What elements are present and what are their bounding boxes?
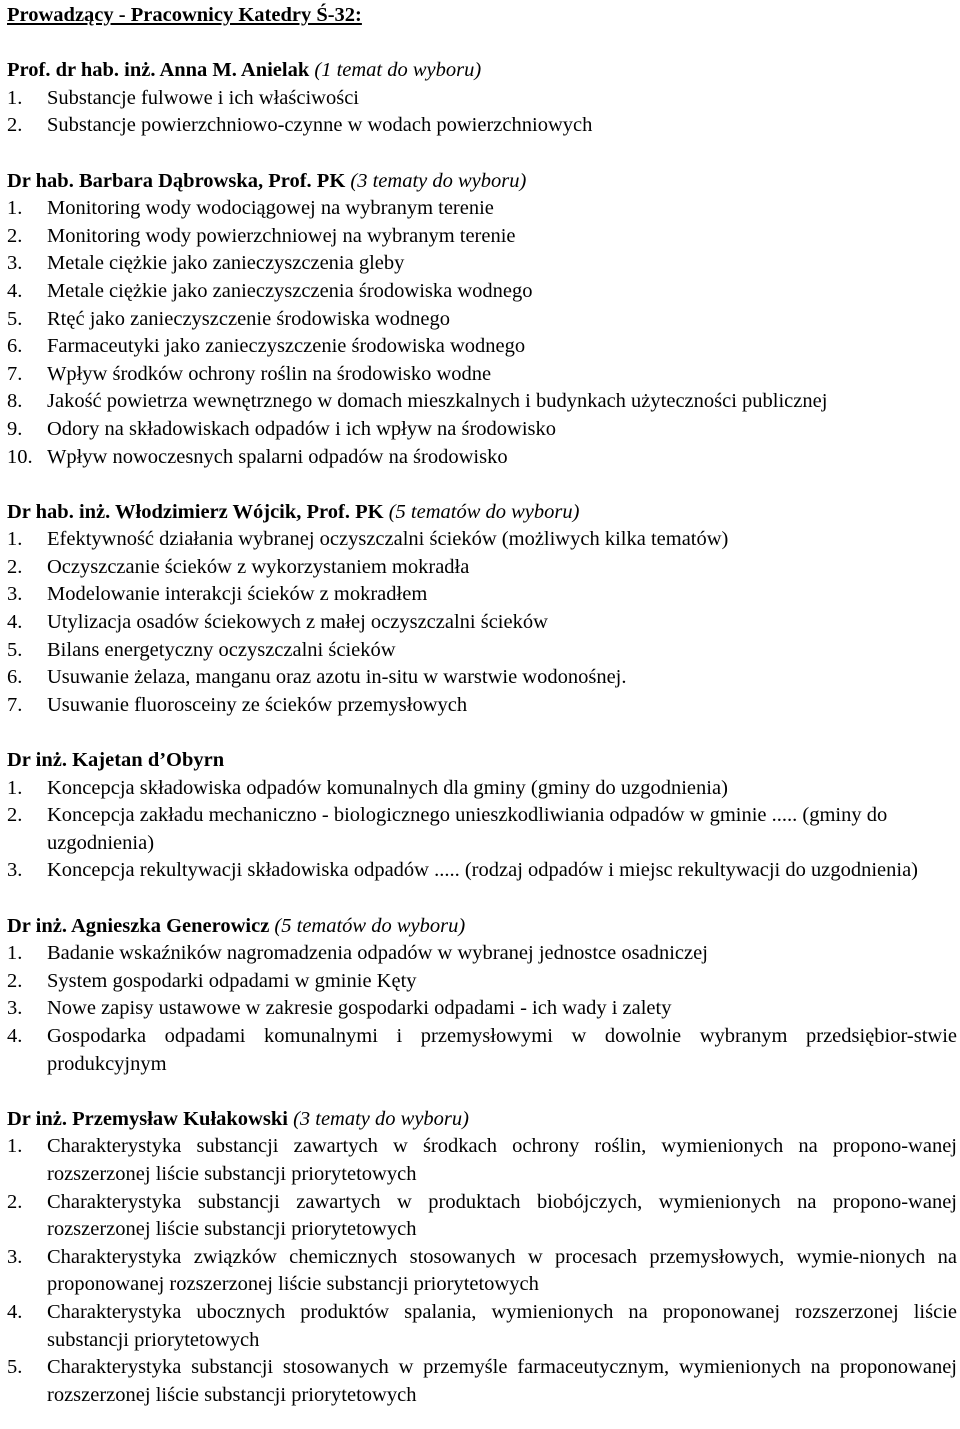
section-title <box>7 499 957 527</box>
item-text: Oczyszczanie ścieków z wykorzystaniem mokradła <box>47 555 470 578</box>
item-text: Gospodarka odpadami komunalnymi i przemysłowymi w dowolnie wybranym przedsiębior-stwie produkcyjnym <box>47 1024 957 1075</box>
item-number: 2. <box>7 114 23 137</box>
item-text: Badanie wskaźników nagromadzenia odpadów w wybranej jednostce osadniczej <box>47 942 708 965</box>
item-text: Monitoring wody wodociągowej na wybranym terenie <box>47 197 494 220</box>
list-item <box>7 306 957 334</box>
item-text: Wpływ nowoczesnych spalarni odpadów na środowisko <box>47 445 508 468</box>
item-text: Utylizacja osadów ściekowych z małej oczyszczalni ścieków <box>47 611 548 634</box>
list-item <box>7 1299 957 1354</box>
list-item <box>7 1133 957 1188</box>
list-item <box>7 250 957 278</box>
supervisor-name: Dr hab. inż. Włodzimierz Wójcik, Prof. PK <box>7 500 384 523</box>
item-text: Nowe zapisy ustawowe w zakresie gospodarki odpadami - ich wady i zalety <box>47 997 672 1020</box>
item-number: 1. <box>7 776 23 799</box>
item-number: 1. <box>7 1135 23 1158</box>
section-dobyrn <box>7 747 957 885</box>
supervisor-name: Dr inż. Agnieszka Generowicz <box>7 914 270 937</box>
section-title <box>7 1106 957 1134</box>
list-item <box>7 664 957 692</box>
item-number: 4. <box>7 1300 23 1323</box>
item-number: 4. <box>7 279 23 302</box>
list-item <box>7 223 957 251</box>
topic-list <box>7 940 957 1078</box>
item-number: 5. <box>7 1356 23 1379</box>
item-number: 8. <box>7 390 23 413</box>
list-item <box>7 940 957 968</box>
topic-list <box>7 195 957 471</box>
item-text: Odory na składowiskach odpadów i ich wpływ na środowisko <box>47 417 557 440</box>
supervisor-name: Dr hab. Barbara Dąbrowska, Prof. PK <box>7 169 346 192</box>
section-title <box>7 913 957 941</box>
supervisor-name: Dr inż. Przemysław Kułakowski <box>7 1107 288 1130</box>
item-number: 4. <box>7 611 23 634</box>
document <box>7 0 957 1409</box>
item-number: 7. <box>7 362 23 385</box>
item-number: 5. <box>7 307 23 330</box>
topic-count-note: (5 tematów do wyboru) <box>269 914 466 937</box>
section-kulakowski <box>7 1106 957 1410</box>
list-item <box>7 802 957 857</box>
list-item <box>7 1354 957 1409</box>
item-number: 3. <box>7 252 23 275</box>
section-title <box>7 747 957 775</box>
item-number: 1. <box>7 942 23 965</box>
item-number: 1. <box>7 197 23 220</box>
section-anielak <box>7 57 957 140</box>
item-number: 2. <box>7 1190 23 1213</box>
list-item <box>7 637 957 665</box>
list-item <box>7 995 957 1023</box>
list-item <box>7 361 957 389</box>
list-item <box>7 444 957 472</box>
topic-list <box>7 526 957 719</box>
item-text: Jakość powietrza wewnętrznego w domach mieszkalnych i budynkach użyteczności publicznej <box>47 390 828 413</box>
list-item <box>7 85 957 113</box>
section-wojcik <box>7 499 957 720</box>
list-item <box>7 775 957 803</box>
topic-count-note: (1 temat do wyboru) <box>309 59 482 82</box>
supervisor-name: Dr inż. Kajetan d’Obyrn <box>7 749 225 772</box>
supervisor-name: Prof. dr hab. inż. Anna M. Anielak <box>7 59 310 82</box>
item-number: 2. <box>7 555 23 578</box>
item-text: Charakterystyka substancji zawartych w środkach ochrony roślin, wymienionych na propono-wanej rozszerzonej liście substancji priorytetowych <box>47 1135 957 1185</box>
item-text: Koncepcja zakładu mechaniczno - biologicznego unieszkodliwiania odpadów w gminie ..... (gminy do uzgodnienia) <box>47 804 888 854</box>
topic-list <box>7 85 957 140</box>
topic-list <box>7 775 957 885</box>
item-text: Koncepcja rekultywacji składowiska odpadów ..... (rodzaj odpadów i miejsc rekultywacji do uzgodnienia) <box>47 859 918 882</box>
item-text: Rtęć jako zanieczyszczenie środowiska wodnego <box>47 307 451 330</box>
section-title <box>7 168 957 196</box>
list-item <box>7 1244 957 1299</box>
topic-count-note: (5 tematów do wyboru) <box>383 500 580 523</box>
item-text: Charakterystyka związków chemicznych stosowanych w procesach przemysłowych, wymie-nionych na proponowanej rozszerzonej liście substancji priorytetowych <box>47 1245 957 1296</box>
item-text: Metale ciężkie jako zanieczyszczenia środowiska wodnego <box>47 279 533 302</box>
list-item <box>7 1189 957 1244</box>
list-item <box>7 416 957 444</box>
item-number: 6. <box>7 335 23 358</box>
item-text: Charakterystyka substancji stosowanych w przemyśle farmaceutycznym, wymienionych na proponowanej rozszerzonej liście substancji priorytetowych <box>47 1356 957 1406</box>
list-item <box>7 526 957 554</box>
item-text: Substancje fulwowe i ich właściwości <box>47 86 359 109</box>
section-title <box>7 57 957 85</box>
item-text: Usuwanie fluorosceiny ze ścieków przemysłowych <box>47 693 468 716</box>
item-text: Monitoring wody powierzchniowej na wybranym terenie <box>47 224 516 247</box>
list-item <box>7 692 957 720</box>
list-item <box>7 112 957 140</box>
item-text: Efektywność działania wybranej oczyszczalni ścieków (możliwych kilka tematów) <box>47 528 729 551</box>
item-number: 10. <box>7 445 33 468</box>
item-text: Koncepcja składowiska odpadów komunalnych dla gminy (gminy do uzgodnienia) <box>47 776 728 799</box>
item-number: 9. <box>7 417 23 440</box>
item-number: 2. <box>7 969 23 992</box>
item-number: 2. <box>7 804 23 827</box>
item-number: 1. <box>7 528 23 551</box>
item-number: 6. <box>7 666 23 689</box>
list-item <box>7 857 957 885</box>
list-item <box>7 1023 957 1078</box>
item-number: 3. <box>7 997 23 1020</box>
topic-list <box>7 1133 957 1409</box>
item-text: Wpływ środków ochrony roślin na środowisko wodne <box>47 362 492 385</box>
item-number: 3. <box>7 1245 23 1268</box>
item-number: 3. <box>7 859 23 882</box>
list-item <box>7 388 957 416</box>
item-text: Charakterystyka substancji zawartych w produktach biobójczych, wymienionych na propono-wanej rozszerzonej liście substancji priorytetowych <box>47 1190 957 1241</box>
item-number: 5. <box>7 638 23 661</box>
section-generowicz <box>7 913 957 1079</box>
item-number: 1. <box>7 86 23 109</box>
list-item <box>7 333 957 361</box>
list-item <box>7 609 957 637</box>
item-number: 4. <box>7 1024 23 1047</box>
item-number: 7. <box>7 693 23 716</box>
item-text: System gospodarki odpadami w gminie Kęty <box>47 969 417 992</box>
list-item <box>7 554 957 582</box>
list-item <box>7 581 957 609</box>
list-item <box>7 278 957 306</box>
item-number: 2. <box>7 224 23 247</box>
item-number: 3. <box>7 583 23 606</box>
page-heading: Prowadzący - Pracownicy Katedry Ś-32: <box>7 4 362 26</box>
list-item <box>7 195 957 223</box>
section-dabrowska <box>7 168 957 472</box>
item-text: Usuwanie żelaza, manganu oraz azotu in-situ w warstwie wodonośnej. <box>47 666 627 689</box>
list-item <box>7 968 957 996</box>
item-text: Metale ciężkie jako zanieczyszczenia gleby <box>47 252 405 275</box>
item-text: Substancje powierzchniowo-czynne w wodach powierzchniowych <box>47 114 593 137</box>
topic-count-note: (3 tematy do wyboru) <box>345 169 527 192</box>
item-text: Bilans energetyczny oczyszczalni ścieków <box>47 638 396 661</box>
item-text: Farmaceutyki jako zanieczyszczenie środowiska wodnego <box>47 335 526 358</box>
topic-count-note: (3 tematy do wyboru) <box>287 1107 469 1130</box>
item-text: Modelowanie interakcji ścieków z mokradłem <box>47 583 428 606</box>
item-text: Charakterystyka ubocznych produktów spalania, wymienionych na proponowanej rozszerzonej liście substancji priorytetowych <box>47 1300 957 1351</box>
